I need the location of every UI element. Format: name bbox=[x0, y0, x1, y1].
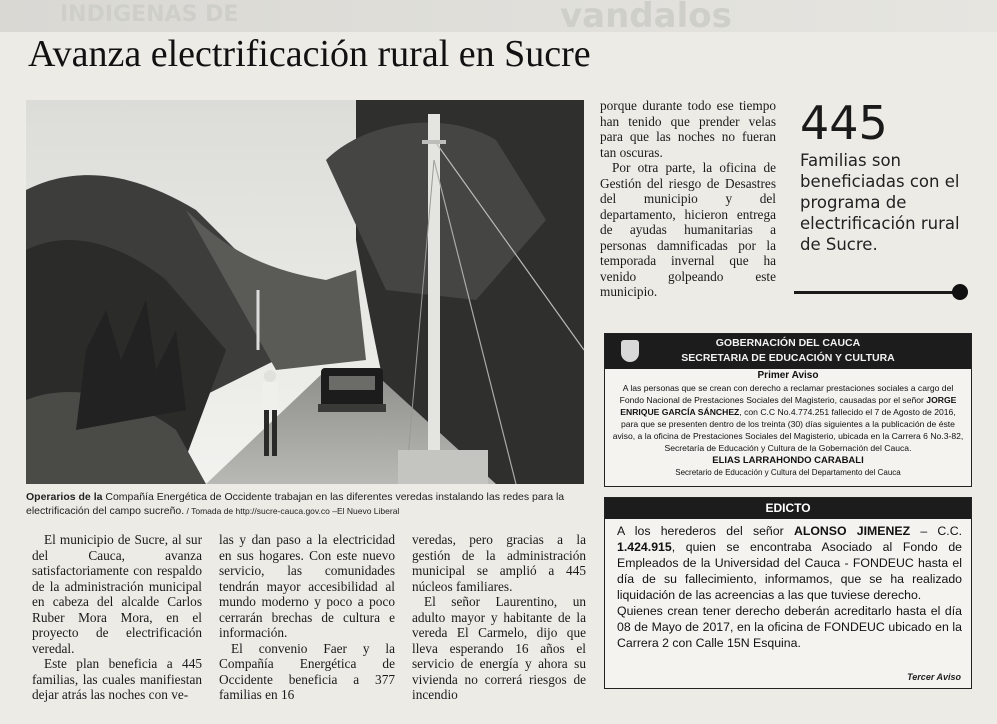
edicto-person-name: ALONSO JIMENEZ bbox=[793, 524, 911, 538]
paragraph: las y dan paso a la electricidad en sus hogares. Con este nuevo servicio, las comunidades tendrán mayor accesibilidad al mundo moderno y poco a poco cerrarán brechas de cultura e información. bbox=[219, 532, 395, 640]
article-column-1 bbox=[32, 532, 202, 703]
edicto-box bbox=[604, 497, 972, 689]
article-headline: Avanza electrificación rural en Sucre bbox=[28, 33, 591, 75]
paragraph: Este plan beneficia a 445 familias, las cuales manifiestan dejar atrás las noches con ve- bbox=[32, 656, 202, 702]
paragraph: El convenio Faer y la Compañía Energética de Occidente beneficia a 377 familias en 16 bbox=[219, 640, 395, 702]
paragraph: Por otra parte, la oficina de Gestión del riesgo de Desastres del municipio y del departamento, hicieron entrega de ayudas humanitarias a personas damnificadas por la temporada invernal que ha venido golpeando este municipio. bbox=[600, 160, 776, 299]
coat-of-arms-icon bbox=[621, 340, 639, 362]
notice-text-2: , con C.C No.4.774.251 fallecido el 7 de Agosto de 2016, para que se presenten dentro de los treinta (30) días siguientes a la publicación de éste aviso, a la oficina de Prestaciones Sociales del Magisterio, ubicada en la Carrera 6 No.3-82, Secretaría de Educación y Cultura de la Gobernación del Cauca. bbox=[612, 407, 964, 453]
notice-org-line1: GOBERNACIÓN DEL CAUCA bbox=[715, 337, 861, 349]
article-column-3 bbox=[412, 532, 586, 703]
edicto-id-number: 1.424.915 bbox=[617, 540, 672, 554]
edicto-text-1: A los herederos del señor bbox=[617, 524, 794, 538]
caption-text: Compañía Energética de Occidente trabajan en las diferentes veredas instalando las redes para la electrificación del campo sucreño. bbox=[26, 491, 565, 517]
notice-person-name: JORGE ENRIQUE GARCÍA SÁNCHEZ bbox=[620, 395, 957, 417]
notice-title: Primer Aviso bbox=[757, 370, 819, 381]
notice-signer: ELIAS LARRAHONDO CARABALI bbox=[712, 455, 864, 466]
stat-text: Familias son beneficiadas con el programa de electrificación rural de Sucre. bbox=[800, 151, 960, 254]
article-column-4 bbox=[600, 98, 776, 300]
caption-credit: / Tomada de http://sucre-cauca.gov.co –El Nuevo Liberal bbox=[184, 506, 400, 516]
masthead-ghost-left: INDIGENAS DE bbox=[60, 2, 239, 27]
legal-notice-box bbox=[604, 333, 972, 487]
stat-bullet-icon bbox=[952, 284, 968, 300]
stat-number: 445 bbox=[800, 96, 888, 150]
notice-paragraph bbox=[611, 382, 965, 454]
paragraph: porque durante todo ese tiempo han tenido que prender velas para que las noches no fueran tan oscuras. bbox=[600, 98, 776, 160]
stat-rule bbox=[794, 291, 959, 294]
notice-org-line2: SECRETARIA DE EDUCACIÓN Y CULTURA bbox=[681, 352, 895, 364]
article-column-2 bbox=[219, 532, 395, 703]
edicto-text-2: – C.C. bbox=[910, 524, 962, 538]
paragraph: veredas, pero gracias a la gestión de la administración municipal se amplió a 445 núcleos familiares. bbox=[412, 532, 586, 594]
edicto-body bbox=[605, 519, 971, 651]
edicto-title: EDICTO bbox=[605, 498, 971, 519]
photo-rural-road-illustration bbox=[26, 100, 584, 484]
caption-lead: Operarios de la bbox=[26, 491, 103, 503]
notice-header bbox=[605, 334, 971, 369]
paragraph: El señor Laurentino, un adulto mayor y habitante de la vereda El Carmelo, dijo que lleva esperando 16 años el servicio de energía y ahora su vivienda no correrá riesgos de incendio bbox=[412, 594, 586, 702]
notice-text-1: A las personas que se crean con derecho a reclamar prestaciones sociales a cargo del Fondo Nacional de Prestaciones Sociales del Magisterio, causadas por el señor bbox=[619, 383, 954, 405]
edicto-paragraph-2: Quienes crean tener derecho deberán acreditarlo hasta el día 08 de Mayo de 2017, en la oficina de FONDEUC ubicado en la Carrera 2 con Calle 15N Esquina. bbox=[617, 604, 962, 650]
masthead-ghost-right: vandalos bbox=[560, 0, 732, 36]
edicto-footer: Tercer Aviso bbox=[907, 672, 961, 682]
paragraph: El municipio de Sucre, al sur del Cauca, avanza satisfactoriamente con respaldo de la administración municipal en cabeza del alcalde Carlos Ruber Mora Mora, en el proyecto de electrificación veredal. bbox=[32, 532, 202, 656]
edicto-text-3: , quien se encontraba Asociado al Fondo de Empleados de la Universidad del Cauca - FONDEUC hasta el día de su fallecimiento, informamos, que se ha realizado liquidación de las acreencias a las que tuviese derecho. bbox=[617, 540, 962, 602]
edicto-paragraph-1 bbox=[617, 523, 962, 603]
photo-caption bbox=[26, 490, 586, 518]
article-photo bbox=[26, 100, 584, 484]
notice-signer-role: Secretario de Educación y Cultura del Departamento del Cauca bbox=[675, 468, 901, 477]
notice-body bbox=[605, 369, 971, 479]
